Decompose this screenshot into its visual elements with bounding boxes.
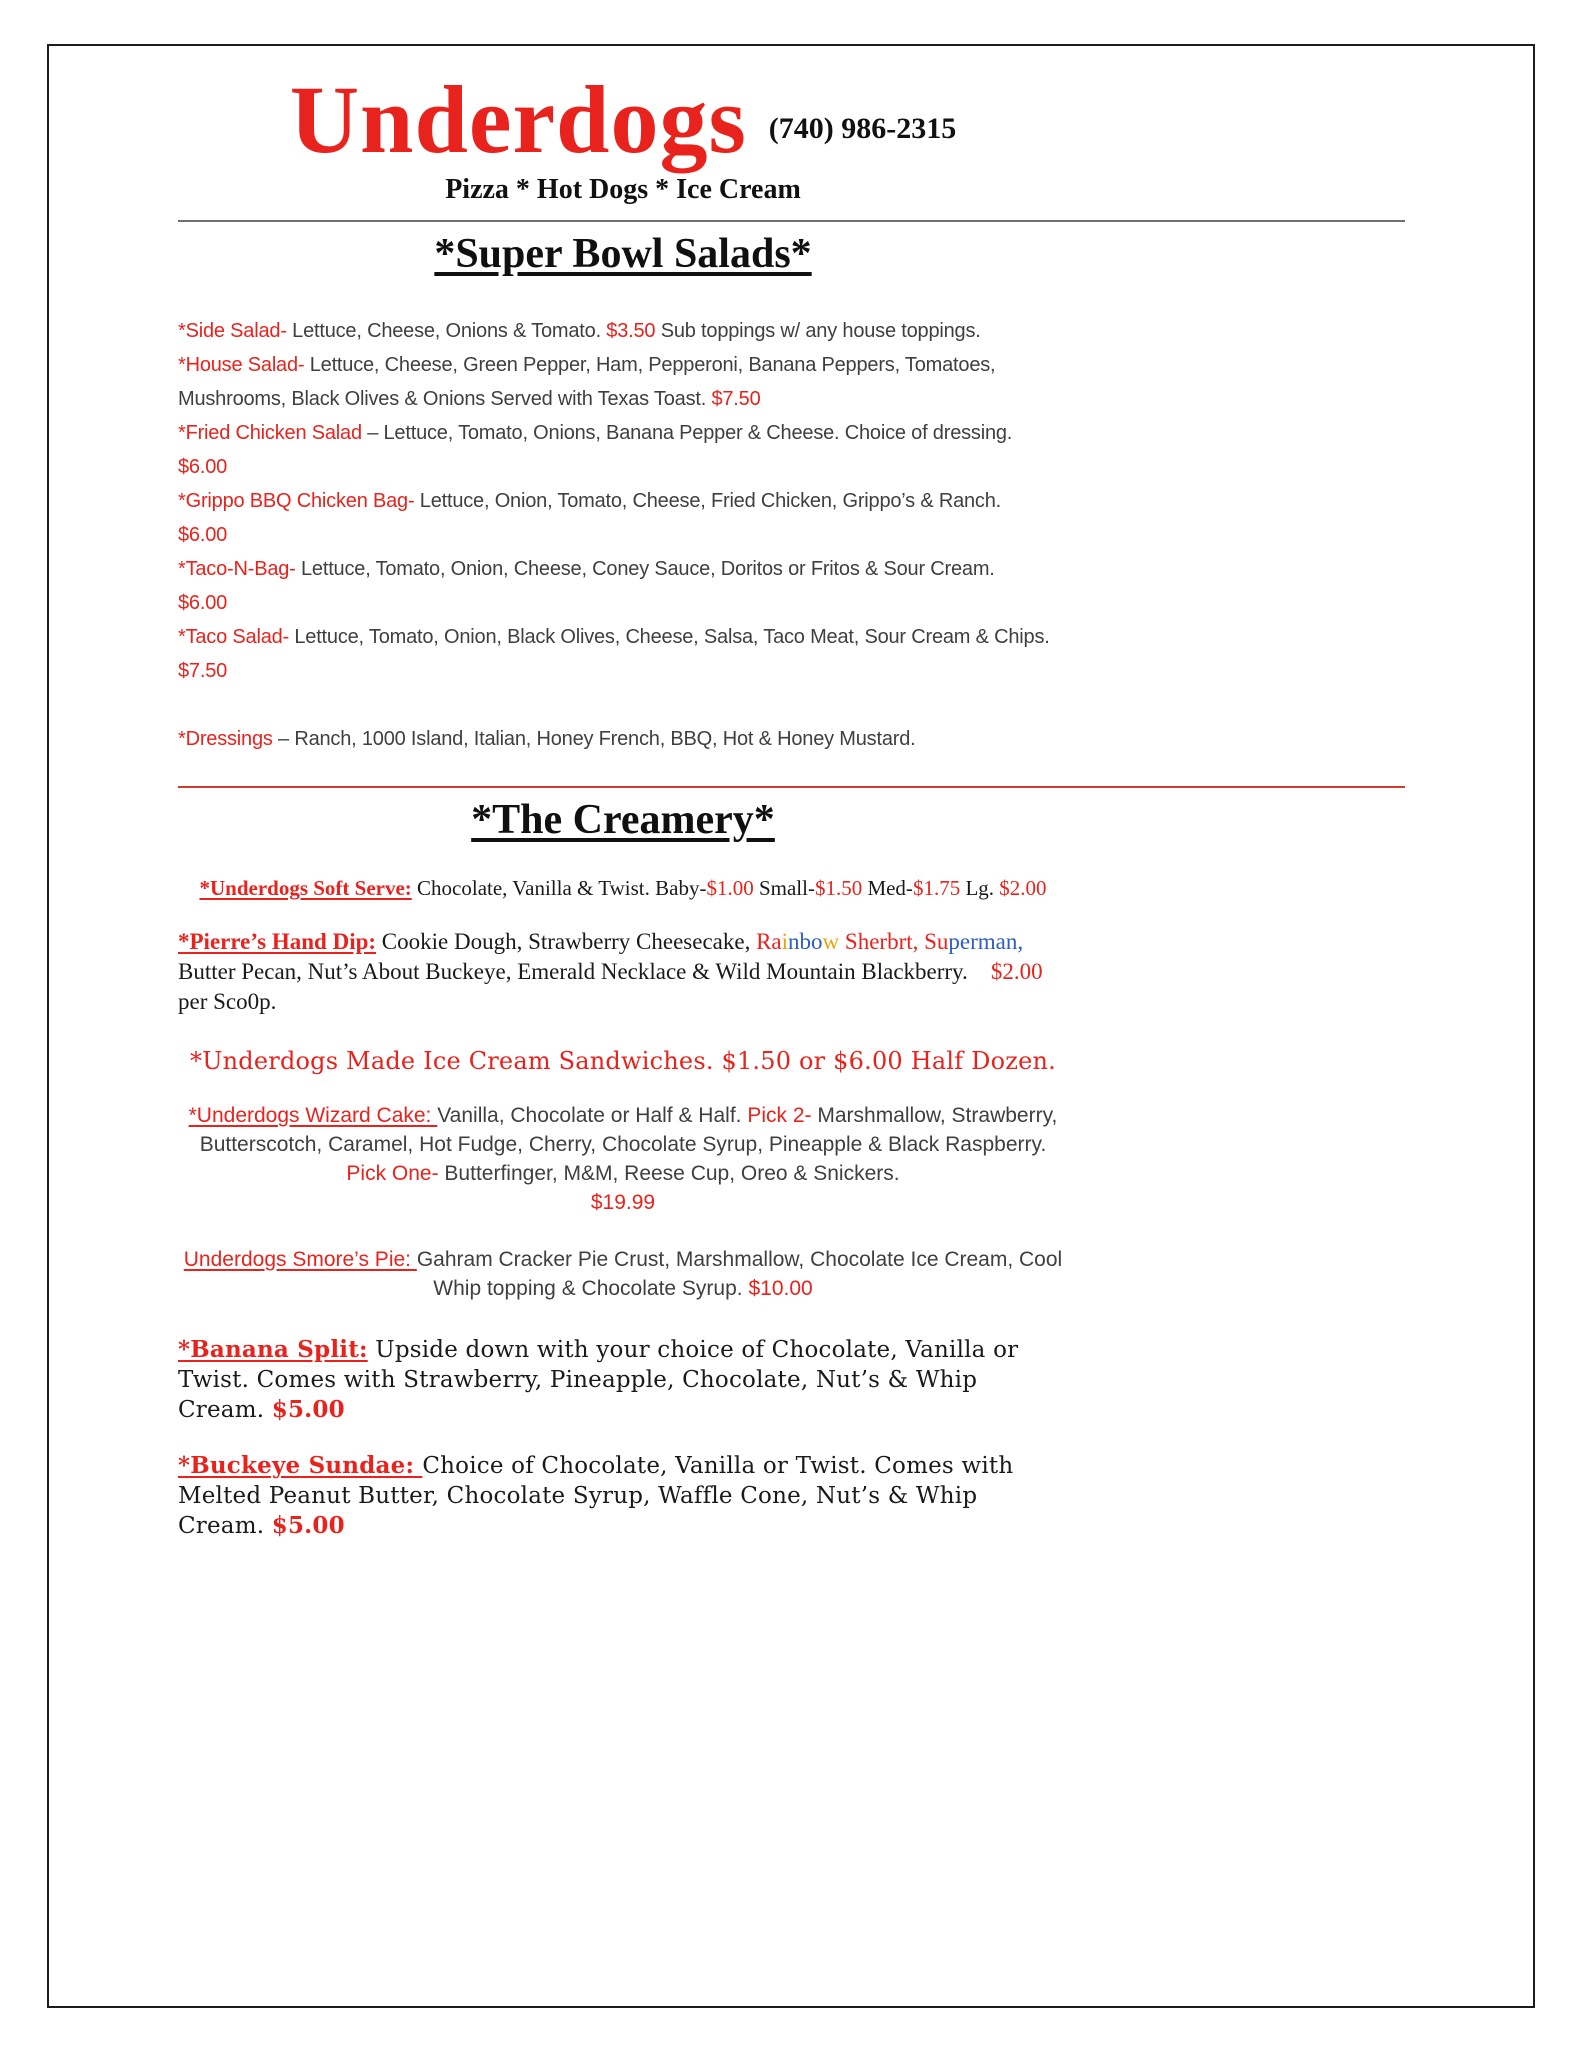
item-desc: Lettuce, Tomato, Onion, Cheese, Coney Sauce, Doritos or Fritos & Sour Cream. [295,558,995,580]
item-desc: – Lettuce, Tomato, Onions, Banana Pepper & Cheese. Choice of dressing. [361,422,1013,444]
flavor-colored-text: w [822,929,840,954]
wizard-cake-pick-one-line [178,1159,1068,1188]
buckeye-sundae-paragraph [178,1451,1068,1541]
flavor-colored-text: Sherbrt, [839,929,919,954]
salads-section [178,230,1068,756]
smores-pie-text: Gahram Cracker Pie Crust, Marshmallow, Chocolate Ice Cream, Cool Whip topping & Chocolate Syrup. [416,1248,1063,1300]
soft-serve-text: Lg. [960,876,1000,900]
menu-header [178,66,1068,206]
hand-dip-paragraph [178,927,1068,1017]
buckeye-sundae-label: *Buckeye Sundae: [178,1452,423,1479]
buckeye-sundae-text: Choice of Chocolate, Vanilla or Twist. Comes with Melted Peanut Butter, Chocolate Syrup, Waffle Cone, Nut’s & Whip Cream. [178,1453,1014,1539]
item-desc: Lettuce, Cheese, Green Pepper, Ham, Pepperoni, Banana Peppers, Tomatoes, Mushrooms, Black Olives & Onions Served with Texas Toast. [178,354,996,410]
wizard-cake-pick1-label: Pick One- [346,1162,439,1185]
creamery-heading: *The Creamery* [471,797,775,843]
banana-split-text: Upside down with your choice of Chocolate, Vanilla or Twist. Comes with Strawberry, Pineapple, Chocolate, Nut’s & Whip Cream. [178,1337,1019,1423]
item-price: $6.00 [178,524,228,546]
hand-dip-text: Cookie Dough, Strawberry Cheesecake, [376,929,757,954]
item-desc: Lettuce, Cheese, Onions & Tomato. [286,320,607,342]
soft-serve-price-lg: $2.00 [999,876,1047,900]
item-price: $7.50 [711,388,761,410]
section-divider [178,786,1405,788]
flavor-colored-text: Ra [756,929,782,954]
item-name: *Side Salad- [178,320,287,342]
salad-item-side-salad [178,314,1068,348]
dressings-line [178,722,1068,756]
wizard-cake-text: Vanilla, Chocolate or Half & Half. [437,1104,748,1127]
wizard-cake-text: Butterfinger, M&M, Reese Cup, Oreo & Snickers. [438,1162,900,1185]
hand-dip-text: Butter Pecan, Nut’s About Buckeye, Emerald Necklace & Wild Mountain Blackberry. [178,959,991,984]
buckeye-sundae-price: $5.00 [271,1512,345,1539]
soft-serve-price-baby: $1.00 [706,876,754,900]
item-name: *Grippo BBQ Chicken Bag- [178,490,415,512]
ice-cream-sandwiches-line: *Underdogs Made Ice Cream Sandwiches. $1.50 or $6.00 Half Dozen. [190,1047,1056,1075]
wizard-cake-price: $19.99 [590,1191,656,1214]
restaurant-name: Underdogs [289,66,747,173]
salads-heading: *Super Bowl Salads* [434,231,812,277]
soft-serve-text: Med- [862,876,913,900]
salad-item-grippo-bbq-chicken-bag [178,484,1068,552]
banana-split-paragraph [178,1335,1068,1425]
item-name: *House Salad- [178,354,305,376]
item-name: *Fried Chicken Salad [178,422,362,444]
wizard-cake-pick2-label: Pick 2- [747,1104,812,1127]
dressings-name: *Dressings [178,728,273,750]
dressings-desc: – Ranch, 1000 Island, Italian, Honey French, BBQ, Hot & Honey Mustard. [272,728,916,750]
soft-serve-label: *Underdogs Soft Serve: [199,876,412,900]
soft-serve-line [178,876,1068,901]
item-name: *Taco-N-Bag- [178,558,296,580]
item-desc: Lettuce, Tomato, Onion, Black Olives, Cheese, Salsa, Taco Meat, Sour Cream & Chips. [289,626,1050,648]
salad-item-taco-salad [178,620,1068,688]
soft-serve-price-med: $1.75 [912,876,961,900]
smores-pie-price: $10.00 [748,1277,813,1300]
phone-number: (740) 986-2315 [768,112,957,145]
salad-item-fried-chicken-salad [178,416,1068,484]
smores-pie-block [178,1245,1068,1303]
smores-pie-label: Underdogs Smore’s Pie: [183,1248,417,1271]
item-desc-after: Sub toppings w/ any house toppings. [655,320,981,342]
soft-serve-text: Chocolate, Vanilla & Twist. Baby- [411,876,707,900]
flavor-colored-text: nbo [788,929,823,954]
hand-dip-text: per Sco0p. [178,989,277,1014]
hand-dip-price: $2.00 [990,959,1043,984]
menu-content [178,66,1068,1541]
salad-item-taco-n-bag [178,552,1068,620]
title-row [178,66,1068,173]
item-name: *Taco Salad- [178,626,289,648]
tagline: Pizza * Hot Dogs * Ice Cream [445,174,801,205]
hand-dip-colored-flavors [756,929,1023,954]
hand-dip-label: *Pierre’s Hand Dip: [178,929,377,954]
header-divider [178,220,1405,222]
item-price: $6.00 [178,456,228,478]
item-desc: Lettuce, Onion, Tomato, Cheese, Fried Chicken, Grippo’s & Ranch. [414,490,1001,512]
salad-item-house-salad [178,348,1068,416]
creamery-section [178,796,1068,1541]
item-price: $6.00 [178,592,228,614]
soft-serve-price-small: $1.50 [814,876,863,900]
wizard-cake-text: Marshmallow, Strawberry, Butterscotch, Caramel, Hot Fudge, Cherry, Chocolate Syrup, Pineapple & Black Raspberry. [199,1104,1058,1156]
flavor-colored-text: perman, [948,929,1024,954]
salads-list [178,314,1068,756]
wizard-cake-label: *Underdogs Wizard Cake: [188,1104,438,1127]
item-price: $3.50 [606,320,656,342]
flavor-colored-text: i [781,929,789,954]
banana-split-price: $5.00 [271,1396,345,1423]
wizard-cake-block [178,1101,1068,1217]
flavor-colored-text: Su [918,929,949,954]
soft-serve-text: Small- [753,876,815,900]
item-price: $7.50 [178,660,228,682]
banana-split-label: *Banana Split: [178,1336,368,1363]
wizard-cake-main-line [178,1101,1068,1159]
